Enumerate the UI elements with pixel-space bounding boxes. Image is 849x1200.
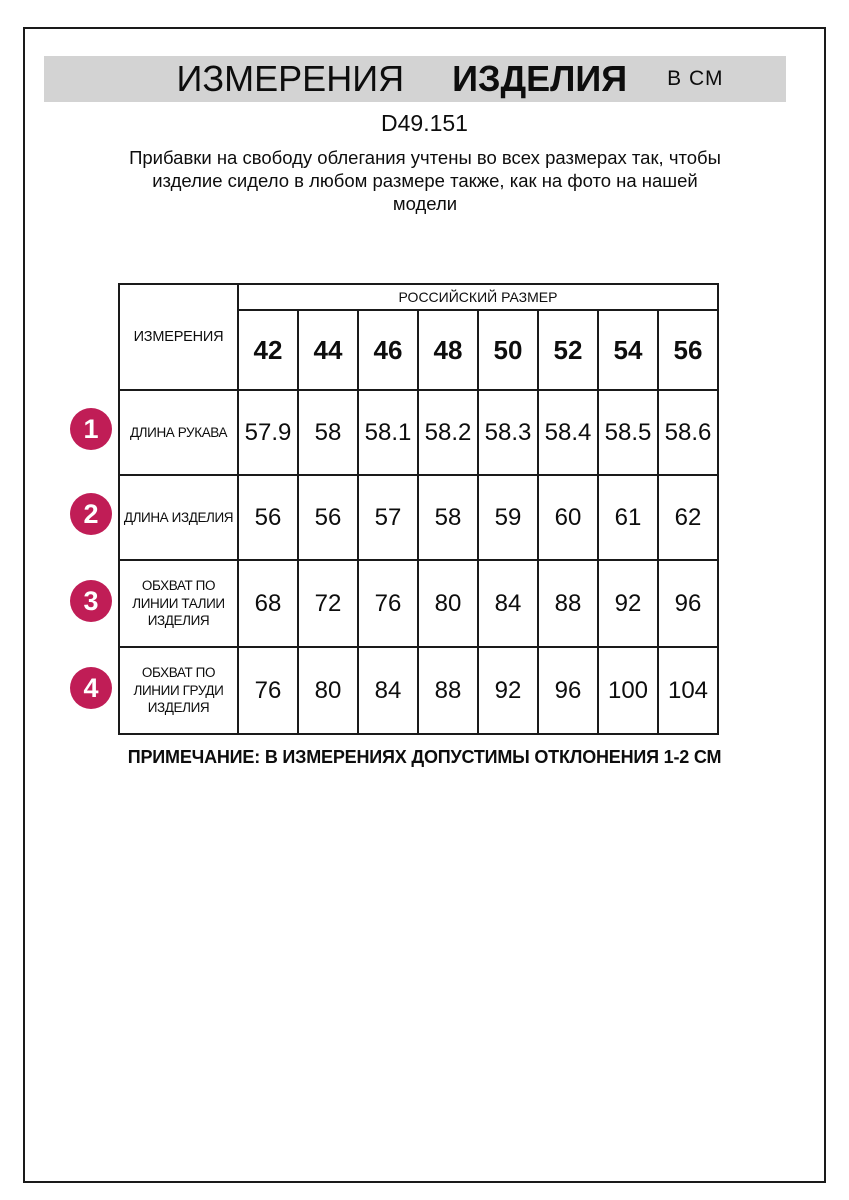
row-number-badge-2: 2 bbox=[70, 493, 112, 535]
measurements-header-cell: ИЗМЕРЕНИЯ bbox=[119, 284, 238, 390]
table-row-item-length bbox=[119, 475, 718, 560]
cell-value: 58.4 bbox=[538, 390, 598, 475]
cell-value: 58 bbox=[298, 390, 358, 475]
cell-value: 62 bbox=[658, 475, 718, 560]
cell-value: 104 bbox=[658, 647, 718, 734]
size-column-header: 50 bbox=[478, 310, 538, 390]
product-code: D49.151 bbox=[381, 110, 468, 136]
row-number-badge-4: 4 bbox=[70, 667, 112, 709]
cell-value: 56 bbox=[298, 475, 358, 560]
cell-value: 92 bbox=[598, 560, 658, 647]
size-column-header: 56 bbox=[658, 310, 718, 390]
cell-value: 56 bbox=[238, 475, 298, 560]
description-line-2: изделие сидело в любом размере также, как на фото на нашей bbox=[152, 170, 698, 191]
cell-value: 68 bbox=[238, 560, 298, 647]
cell-value: 92 bbox=[478, 647, 538, 734]
cell-value: 57 bbox=[358, 475, 418, 560]
product-description bbox=[115, 146, 735, 215]
size-table bbox=[118, 283, 719, 735]
cell-value: 96 bbox=[538, 647, 598, 734]
size-column-header: 42 bbox=[238, 310, 298, 390]
row-label: ДЛИНА ИЗДЕЛИЯ bbox=[119, 475, 238, 560]
row-label: ОБХВАТ ПО ЛИНИИ ГРУДИ ИЗДЕЛИЯ bbox=[119, 647, 238, 734]
cell-value: 58.5 bbox=[598, 390, 658, 475]
size-column-header: 52 bbox=[538, 310, 598, 390]
cell-value: 72 bbox=[298, 560, 358, 647]
row-label: ДЛИНА РУКАВА bbox=[119, 390, 238, 475]
cell-value: 58.3 bbox=[478, 390, 538, 475]
cell-value: 60 bbox=[538, 475, 598, 560]
cell-value: 58.6 bbox=[658, 390, 718, 475]
row-number-badge-1: 1 bbox=[70, 408, 112, 450]
cell-value: 100 bbox=[598, 647, 658, 734]
title-measurements: ИЗМЕРЕНИЯ bbox=[176, 58, 405, 99]
cell-value: 76 bbox=[238, 647, 298, 734]
cell-value: 58.2 bbox=[418, 390, 478, 475]
cell-value: 80 bbox=[298, 647, 358, 734]
cell-value: 57.9 bbox=[238, 390, 298, 475]
title-units: В СМ bbox=[667, 67, 724, 90]
description-line-3: модели bbox=[392, 193, 458, 214]
cell-value: 88 bbox=[418, 647, 478, 734]
cell-value: 59 bbox=[478, 475, 538, 560]
size-column-header: 44 bbox=[298, 310, 358, 390]
cell-value: 80 bbox=[418, 560, 478, 647]
title-bar bbox=[44, 56, 786, 102]
title-product: ИЗДЕЛИЯ bbox=[452, 58, 628, 99]
row-label: ОБХВАТ ПО ЛИНИИ ТАЛИИ ИЗДЕЛИЯ bbox=[119, 560, 238, 647]
size-column-header: 54 bbox=[598, 310, 658, 390]
cell-value: 96 bbox=[658, 560, 718, 647]
cell-value: 61 bbox=[598, 475, 658, 560]
size-column-header: 48 bbox=[418, 310, 478, 390]
table-header-row-1 bbox=[119, 284, 718, 310]
cell-value: 76 bbox=[358, 560, 418, 647]
cell-value: 84 bbox=[358, 647, 418, 734]
table-row-sleeve-length bbox=[119, 390, 718, 475]
table-row-waist-girth bbox=[119, 560, 718, 647]
description-line-1: Прибавки на свободу облегания учтены во всех размерах так, чтобы bbox=[129, 147, 721, 168]
russian-size-header-cell: РОССИЙСКИЙ РАЗМЕР bbox=[238, 284, 718, 310]
cell-value: 88 bbox=[538, 560, 598, 647]
cell-value: 58.1 bbox=[358, 390, 418, 475]
size-column-header: 46 bbox=[358, 310, 418, 390]
cell-value: 84 bbox=[478, 560, 538, 647]
tolerance-note: ПРИМЕЧАНИЕ: В ИЗМЕРЕНИЯХ ДОПУСТИМЫ ОТКЛОНЕНИЯ 1-2 СМ bbox=[127, 747, 722, 767]
row-number-badge-3: 3 bbox=[70, 580, 112, 622]
table-row-chest-girth bbox=[119, 647, 718, 734]
cell-value: 58 bbox=[418, 475, 478, 560]
